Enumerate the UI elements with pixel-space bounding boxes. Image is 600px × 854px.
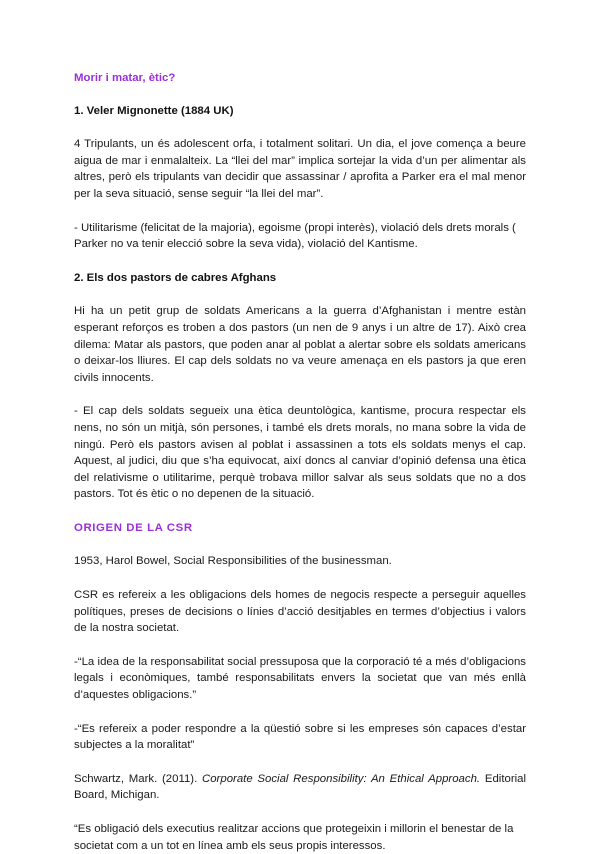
paragraph: 1953, Harol Bowel, Social Responsibilities of the businessman. [74, 555, 392, 568]
page-title: Morir i matar, ètic? [74, 72, 176, 84]
reference-title: Corporate Social Responsibility: An Ethical Approach. [202, 772, 481, 785]
paragraph: Hi ha un petit grup de soldats Americans a la guerra d’Afghanistan i mentre estàn esperant reforços es troben a dos pastors (un nen de 9 anys i un altre de 17). Això crea dilema: Matar als pastors, que poden anar al poblat a alertar sobre els soldats americans o deixar-los lliures. El cap dels soldats no va veure amenaça en els pastors ja que eren civils innocents. [74, 305, 526, 384]
paragraph: CSR es refereix a les obligacions dels homes de negocis respecte a perseguir aquelles polítiques, preses de decisions o línies d’acció desitjables en termes d’objectius i valors de la nostra societat. [74, 589, 526, 635]
section-heading-mignonette: 1. Veler Mignonette (1884 UK) [74, 104, 234, 117]
quote: -“La idea de la responsabilitat social pressuposa que la corporació té a més d’obligacions legals i econòmiques, també responsabilitats envers la societat que van més enllà d’aquestes obligacions.” [74, 655, 526, 702]
reference-publisher: Editorial Board, Michigan. [74, 772, 527, 802]
reference [74, 771, 526, 804]
reference-authors: Schwartz, Mark. (2011). [74, 772, 198, 785]
section-heading-afghan-shepherds: 2. Els dos pastors de cabres Afghans [74, 271, 277, 284]
quote: “Es obligació dels executius realitzar accions que protegeixin i millorin el benestar de la societat com a un tot en línea amb els seus propis interessos. [74, 823, 514, 852]
paragraph: 4 Tripulants, un és adolescent orfa, i totalment solitari. Un dia, el jove comença a beure aigua de mar i enmalalteix. La “llei del mar” implica sortejar la vida d’un per alimentar als altres, però els tripulants van decidir que assassinar / aprofita a Parker era el mal menor per la seva situació, sense seguir “la llei del mar”. [74, 138, 526, 200]
paragraph: - Utilitarisme (felicitat de la majoria), egoisme (propi interès), violació dels drets morals ( Parker no va tenir elecció sobre la seva vida), violació del Kantisme. [74, 221, 516, 251]
quote: -“Es refereix a poder respondre a la qüestió sobre si les empreses són capaces d’estar subjectes a la moralitat” [74, 722, 526, 752]
paragraph: - El cap dels soldats segueix una ètica deuntològica, kantisme, procura respectar els nens, no són un mitjà, són persones, i també els drets morals, no mana sobre la vida de ningú. Però els pastors avisen al poblat i assassinen a tots els soldats menys el cap. Aquest, al judici, diu que s’ha equivocat, així doncs al canviar d’opinió defensa una ètica del relativisme o utilitarime, perquè trobava millor salvar als seus soldats que no a dos pastors. Tot és ètic o no depenen de la situació. [74, 405, 526, 501]
section-heading-csr-origin: ORIGEN DE LA CSR [74, 521, 193, 534]
